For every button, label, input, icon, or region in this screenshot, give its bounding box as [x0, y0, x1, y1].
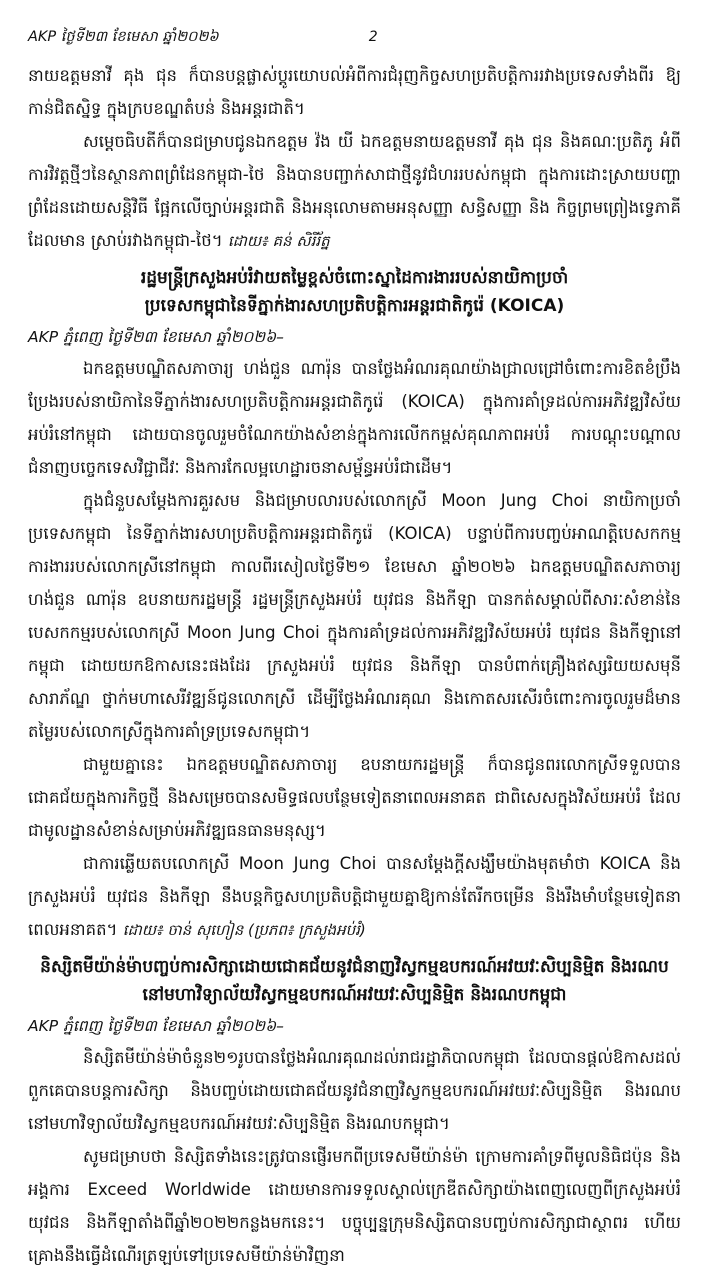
paragraph-text: ឯកឧត្តមបណ្ឌិតសភាចារ្យ ហង់ជួន ណារ៉ុន បានថ្លែងអំណរគុណយ៉ាងជ្រាលជ្រៅចំពោះការខិតខំប្រឹងប្រែងរបស់នាយិកានៃទីភ្នាក់ងារសហប្រតិបត្តិការអន្តរជាតិកូរ៉េ (KOICA) ក្នុងការគាំទ្រដល់ការអភិវឌ្ឍវិស័យអប់រំនៅកម្ពុជា ដោយបានចូលរួមចំណែកយ៉ាងសំខាន់ក្នុងការលើកកម្ពស់គុណភាពអប់រំ ការបណ្តុះបណ្តាលជំនាញបច្ចេកទេសវិជ្ជាជីវៈ និងការកែលម្អហេដ្ឋារចនាសម្ព័ន្ធអប់រំជាដើម។: [28, 359, 681, 477]
continuation-paragraph: [28, 125, 681, 258]
byline: ដោយ៖ ចាន់ សុហៀន (ប្រភព៖ ក្រសួងអប់រំ): [122, 921, 366, 939]
paragraph-text: ជាការឆ្លើយតបលោកស្រី Moon Jung Choi បានសម្តែងក្តីសង្ឃឹមយ៉ាងមុតមាំថា KOICA និងក្រសួងអប់រំ យុវជន និងកីឡា នឹងបន្តកិច្ចសហប្រតិបត្តិជាមួយគ្នាឱ្យកាន់តែរីកចម្រើន និងរឹងមាំបន្ថែមទៀតនាពេលអនាគត។: [28, 854, 681, 939]
paragraph-text: ក្នុងជំនួបសម្តែងការគួរសម និងជម្រាបលារបស់លោកស្រី Moon Jung Choi នាយិកាប្រចាំប្រទេសកម្ពុជា នៃទីភ្នាក់ងារសហប្រតិបត្តិការអន្តរជាតិកូរ៉េ (KOICA) បន្ទាប់ពីការបញ្ចប់អាណត្តិបេសកកម្មការងាររបស់លោកស្រីនៅកម្ពុជា កាលពីរសៀលថ្ងៃទី២១ ខែមេសា ឆ្នាំ២០២៦ ឯកឧត្តមបណ្ឌិតសភាចារ្យ ហង់ជួន ណារ៉ុន ឧបនាយករដ្ឋមន្ត្រី រដ្ឋមន្ត្រីក្រសួងអប់រំ យុវជន និងកីឡា បានកត់សម្គាល់ពីសារៈសំខាន់នៃបេសកកម្មរបស់លោកស្រី Moon Jung Choi ក្នុងការគាំទ្រដល់ការអភិវឌ្ឍវិស័យអប់រំ យុវជន និងកីឡានៅកម្ពុជា ដោយយកឱកាសនេះផងដែរ ក្រសួងអប់រំ យុវជន និងកីឡា បានបំពាក់គ្រឿងឥស្សរិយយសមុនីសារាភ័ណ្ឌ ថ្នាក់មហាសេរីវឌ្ឍន៍ជូនលោកស្រី ដើម្បីថ្លែងអំណរគុណ និងកោតសរសើរចំពោះការចូលរួមដ៏មានតម្លៃរបស់លោកស្រីក្នុងការគាំទ្រប្រទេសកម្ពុជា។: [28, 491, 681, 741]
continuation-paragraph: [28, 59, 681, 125]
article1-paragraph: [28, 352, 681, 484]
paragraph-text: និស្សិតមីយ៉ាន់ម៉ាចំនួន២១រូបបានថ្លែងអំណរគុណដល់រាជរដ្ឋាភិបាលកម្ពុជា ដែលបានផ្តល់ឱកាសដល់ពួកគេបានបន្តការសិក្សា និងបញ្ចប់ដោយជោគជ័យនូវជំនាញវិស្វកម្មឧបករណ៍អវយវៈសិប្បនិម្មិត និងរណប នៅមហាវិទ្យាល័យវិស្វកម្មឧបករណ៍អវយវៈសិប្បនិម្មិត និងរណបកម្ពុជា។: [28, 1048, 681, 1133]
article1-paragraph: [28, 484, 681, 748]
paragraph-text: នាយឧត្តមនាវី គុង ជុន ក៏បានបន្តផ្លាស់ប្តូរយោបល់អំពីការជំរុញកិច្ចសហប្រតិបត្តិការរវាងប្រទេសទាំងពីរ ឱ្យកាន់ជិតស្និទ្ធ ក្នុងក្របខណ្ឌតំបន់ និងអន្តរជាតិ។: [28, 66, 681, 118]
paragraph-text: ជាមួយគ្នានេះ ឯកឧត្តមបណ្ឌិតសភាចារ្យ ឧបនាយករដ្ឋមន្ត្រី ក៏បានជូនពរលោកស្រីទទួលបានជោគជ័យក្នុងការកិច្ចថ្មី និងសម្រេចបានសមិទ្ធផលបន្ថែមទៀតនាពេលអនាគត ជាពិសេសក្នុងវិស័យអប់រំ ដែលជាមូលដ្ឋានសំខាន់សម្រាប់អភិវឌ្ឍធនធានមនុស្ស។: [28, 755, 681, 840]
headline-line: និស្សិតមីយ៉ាន់ម៉ាបញ្ចប់ការសិក្សាដោយជោគជ័យនូវជំនាញវិស្វកម្មឧបករណ៍អវយវៈសិប្បនិម្មិត និងរណប: [40, 957, 669, 977]
running-header: [28, 28, 681, 49]
article1-paragraph: [28, 847, 681, 947]
header-issue-line: AKP ថ្ងៃទី២៣ ខែមេសា ឆ្នាំ២០២៦: [28, 29, 219, 45]
paragraph-text: សូមជម្រាបថា និស្សិតទាំងនេះត្រូវបានផ្ញើរមកពីប្រទេសមីយ៉ាន់ម៉ា ក្រោមការគាំទ្រពីមូលនិធិជប៉ុន និងអង្គការ Exceed Worldwide ដោយមានការទទួលស្គាល់ក្រេឌីតសិក្សាយ៉ាងពេញលេញពីក្រសួងអប់រំ យុវជន និងកីឡាតាំងពីឆ្នាំ២០២២កន្លងមកនេះ។ បច្ចុប្បន្នក្រុមនិស្សិតបានបញ្ចប់ការសិក្សាជាស្ថាពរ ហើយគ្រោងនឹងធ្វើដំណើរត្រឡប់ទៅប្រទេសមីយ៉ាន់ម៉ាវិញនា: [28, 1147, 681, 1265]
document-body: [28, 59, 681, 1272]
article1-headline: [28, 264, 681, 320]
page-number: 2: [368, 29, 378, 45]
article2-headline: [28, 953, 681, 1009]
article2-paragraph: [28, 1041, 681, 1140]
headline-line: រដ្ឋមន្ត្រីក្រសួងអប់រំវាយតម្លៃខ្ពស់ចំពោះស្នាដៃការងាររបស់នាយិកាប្រចាំ: [140, 268, 569, 288]
article2-paragraph: [28, 1140, 681, 1272]
paragraph-text: សម្តេចធិបតីក៏បានជម្រាបជូនឯកឧត្តម វ៉ង យី ឯកឧត្តមនាយឧត្តមនាវី គុង ជុន និងគណៈប្រតិភូ អំពីការវិវត្តថ្មីៗនៃស្ថានភាពព្រំដែនកម្ពុជា-ថៃ និងបានបញ្ជាក់សាជាថ្មីនូវជំហររបស់កម្ពុជា ក្នុងការដោះស្រាយបញ្ហាព្រំដែនដោយសន្តិវិធី ផ្អែកលើច្បាប់អន្តរជាតិ និងអនុលោមតាមអនុសញ្ញា សន្ធិសញ្ញា និង កិច្ចព្រមព្រៀងទ្វេភាគីដែលមាន ស្រាប់រវាងកម្ពុជា-ថៃ។: [28, 132, 681, 250]
headline-line: ប្រទេសកម្ពុជានៃទីភ្នាក់ងារសហប្រតិបត្តិការអន្តរជាតិកូរ៉េ (KOICA): [144, 296, 565, 316]
article1-dateline: AKP ភ្នំពេញ ថ្ងៃទី២៣ ខែមេសា ឆ្នាំ២០២៦–: [28, 328, 284, 346]
byline: ដោយ៖ គន់ សិរីរ័ត្ន: [227, 232, 330, 250]
headline-line: នៅមហាវិទ្យាល័យវិស្វកម្មឧបករណ៍អវយវៈសិប្បនិម្មិត និងរណបកម្ពុជា: [142, 985, 567, 1005]
article2-dateline: AKP ភ្នំពេញ ថ្ងៃទី២៣ ខែមេសា ឆ្នាំ២០២៦–: [28, 1017, 284, 1035]
article1-paragraph: [28, 748, 681, 847]
